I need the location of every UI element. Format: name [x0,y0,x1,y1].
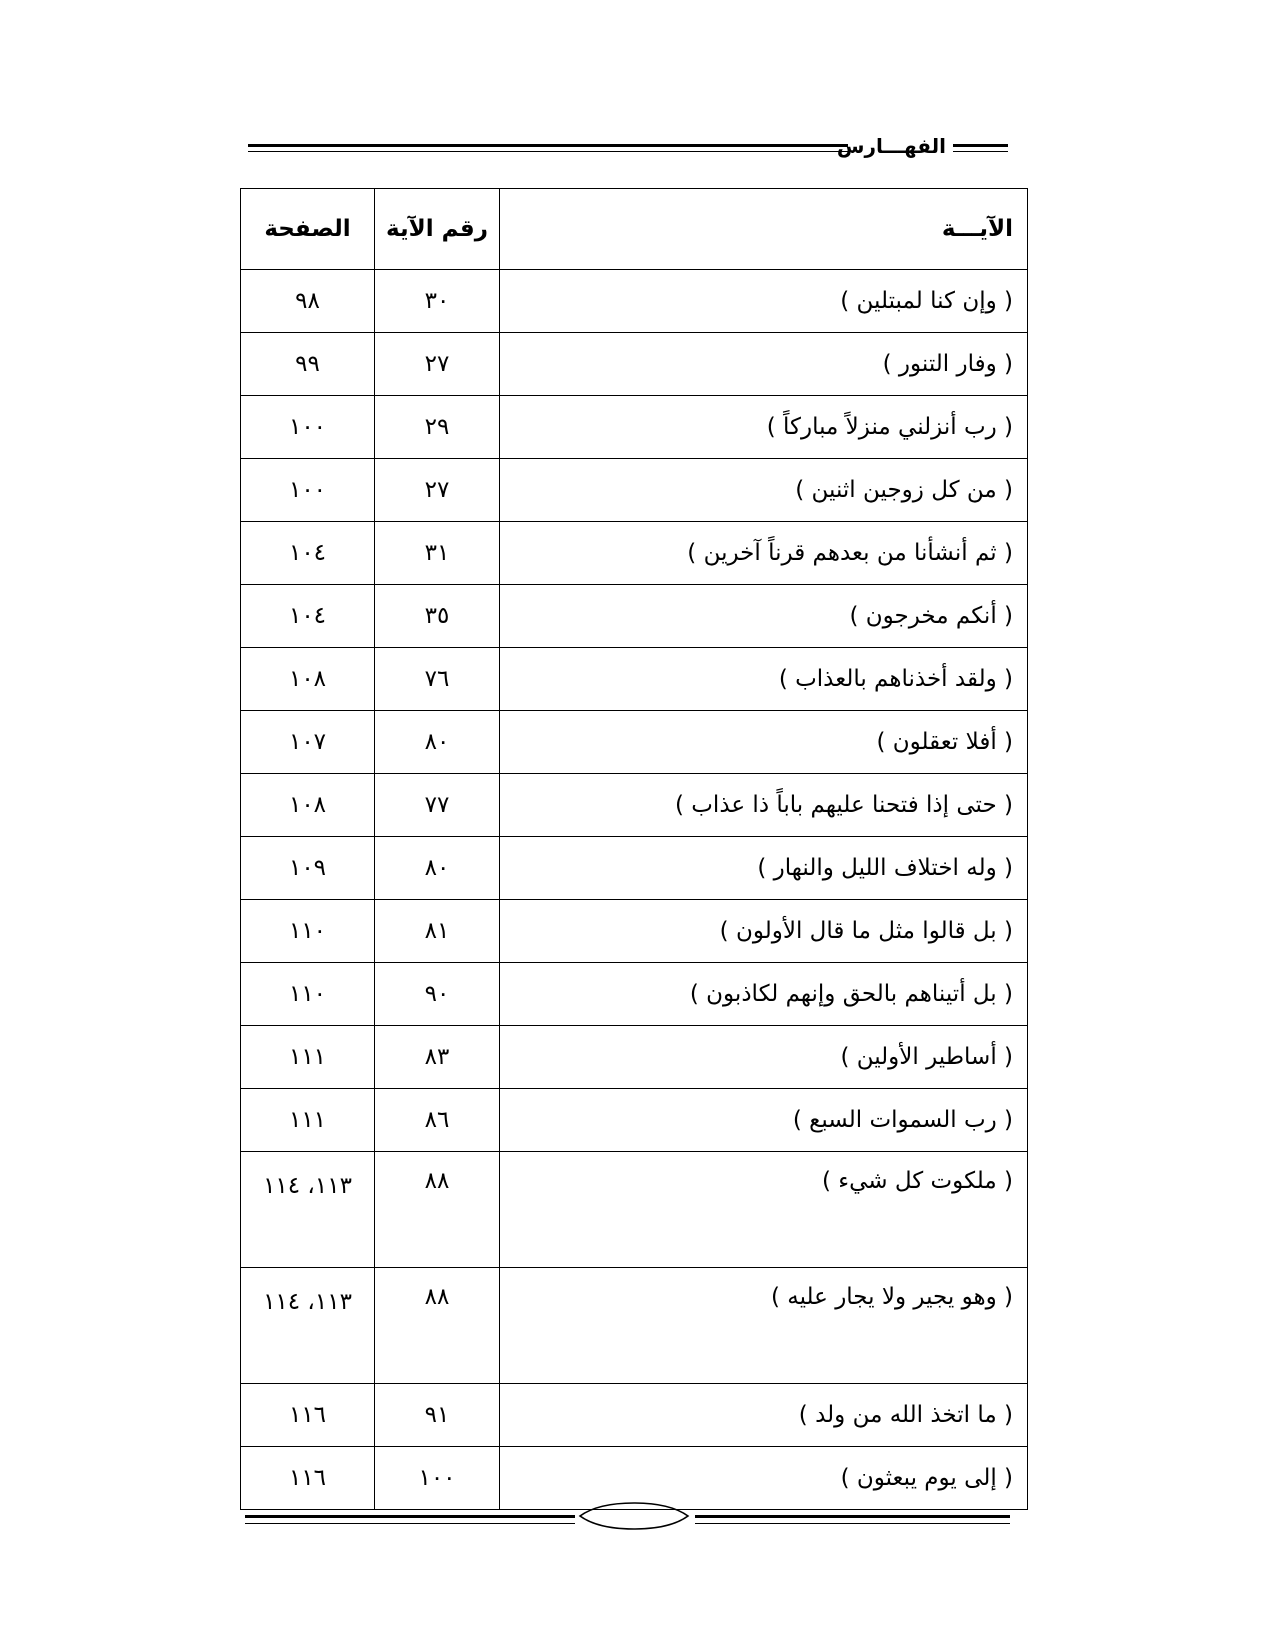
verse-number-cell: ٩٠ [375,963,500,1026]
table-row [241,963,1028,1026]
table-header-row [241,189,1028,270]
page-number-frame [578,1501,690,1531]
header-rule-left [248,144,848,152]
page-cell: ١٠٠ [241,459,375,522]
verse-number-cell: ٨٣ [375,1026,500,1089]
page-cell: ١١٣، ١١٤ [241,1152,375,1268]
table-row [241,1268,1028,1384]
verse-number-cell: ٨٠ [375,711,500,774]
verse-number-cell: ٣١ [375,522,500,585]
verse-number-cell: ٢٧ [375,459,500,522]
verse-cell: ( أفلا تعقلون ) [500,711,1028,774]
verse-cell: ( بل أتيناهم بالحق وإنهم لكاذبون ) [500,963,1028,1026]
table-row [241,1384,1028,1447]
header-title: الفهـــارس [836,134,946,158]
verse-cell: ( وإن كنا لمبتلين ) [500,270,1028,333]
page-cell: ١٠٤ [241,585,375,648]
page-cell: ١٠٠ [241,396,375,459]
verse-number-cell: ١٠٠ [375,1447,500,1510]
column-header-verse-number: رقم الآية [375,189,500,270]
table-row [241,900,1028,963]
table-row [241,459,1028,522]
table-row [241,774,1028,837]
page-cell: ١٠٩ [241,837,375,900]
verse-cell: ( أنكم مخرجون ) [500,585,1028,648]
table-row [241,711,1028,774]
verse-cell: ( ملكوت كل شيء ) [500,1152,1028,1268]
table-row [241,522,1028,585]
verse-cell: ( من كل زوجين اثنين ) [500,459,1028,522]
verse-number-cell: ٧٧ [375,774,500,837]
page-cell: ١١٣، ١١٤ [241,1268,375,1384]
page-cell: ٩٨ [241,270,375,333]
page-cell: ١٠٤ [241,522,375,585]
table-row [241,1089,1028,1152]
verse-number-cell: ٣٥ [375,585,500,648]
verse-index-table [240,188,1028,1510]
verse-cell: ( إلى يوم يبعثون ) [500,1447,1028,1510]
verse-cell: ( رب أنزلني منزلاً مباركاً ) [500,396,1028,459]
table-row [241,270,1028,333]
verse-number-cell: ٣٠ [375,270,500,333]
verse-cell: ( حتى إذا فتحنا عليهم باباً ذا عذاب ) [500,774,1028,837]
verse-cell: ( وله اختلاف الليل والنهار ) [500,837,1028,900]
table-row [241,648,1028,711]
page-cell: ١١٦ [241,1384,375,1447]
page-cell: ١٠٨ [241,648,375,711]
verse-cell: ( ثم أنشأنا من بعدهم قرناً آخرين ) [500,522,1028,585]
page-cell: ١١١ [241,1026,375,1089]
verse-number-cell: ٨٨ [375,1268,500,1384]
table-row [241,837,1028,900]
page-footer [245,1500,1010,1536]
verse-cell: ( أساطير الأولين ) [500,1026,1028,1089]
verse-number-cell: ٨١ [375,900,500,963]
table-row [241,1152,1028,1268]
table-row [241,396,1028,459]
table-row [241,1026,1028,1089]
page-cell: ٩٩ [241,333,375,396]
column-header-verse: الآيـــة [500,189,1028,270]
verse-cell: ( بل قالوا مثل ما قال الأولون ) [500,900,1028,963]
verse-number-cell: ٧٦ [375,648,500,711]
page-cell: ١١٦ [241,1447,375,1510]
footer-rule-right [695,1515,1010,1524]
footer-rule-left [245,1515,575,1524]
verse-cell: ( وهو يجير ولا يجار عليه ) [500,1268,1028,1384]
verse-number-cell: ٩١ [375,1384,500,1447]
verse-number-cell: ٨٦ [375,1089,500,1152]
table-body [241,270,1028,1510]
table-row [241,333,1028,396]
column-header-page: الصفحة [241,189,375,270]
verse-cell: ( ولقد أخذناهم بالعذاب ) [500,648,1028,711]
verse-number-cell: ٨٨ [375,1152,500,1268]
verse-cell: ( رب السموات السبع ) [500,1089,1028,1152]
header-rule-right [953,144,1008,152]
page-cell: ١٠٧ [241,711,375,774]
page-header [248,128,1008,168]
verse-cell: ( وفار التنور ) [500,333,1028,396]
page-cell: ١١١ [241,1089,375,1152]
page-cell: ١٠٨ [241,774,375,837]
table-row [241,585,1028,648]
page-cell: ١١٠ [241,900,375,963]
page-cell: ١١٠ [241,963,375,1026]
verse-number-cell: ٢٩ [375,396,500,459]
verse-number-cell: ٨٠ [375,837,500,900]
verse-cell: ( ما اتخذ الله من ولد ) [500,1384,1028,1447]
verse-number-cell: ٢٧ [375,333,500,396]
